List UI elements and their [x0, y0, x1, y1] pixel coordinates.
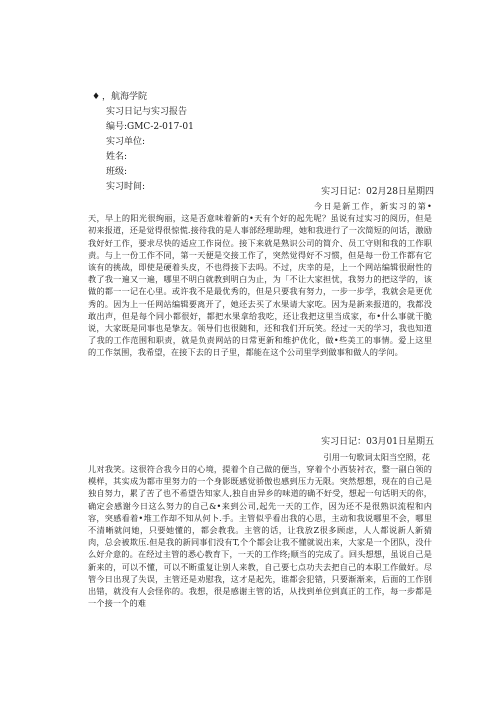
report-header	[92, 90, 392, 195]
report-code: 编号:GMC-2-017-01	[106, 122, 194, 132]
entry-date-2: 实习日记：03月01日星期五	[321, 437, 434, 447]
entry-date-1: 实习日记：02月28日星期四	[321, 187, 434, 197]
report-title: 实习日记与实习报告	[106, 107, 188, 117]
school-name: ，航海学院	[102, 92, 148, 102]
name-label: 姓名:	[106, 152, 128, 162]
entry-text-1: 今日是新工作，新实习的第•天，早上的阳光很绚丽，这是否意味着新的•天有个好的起先呢？虽说有过实习的阅历，但是初来报道，还是觉得很惊慌.接待我的是人事部经理助理，她和我进行了一次简短的问话，激励我好好工作，要求尽快的适应工作岗位。接下来就是熟识公司的简介、员工守则和我的工作职责。与上一份工作不同，第一天便是交接工作了，突然觉得好不习惯，但是每一份工作都有它该有的挑战，即使是硬着头皮，不也得接下去吗。不过，庆幸的是，上一个网站编辑很耐性的教了我一遍又一遍，哪里不明白就教到明白为止，为「不让大家担忧，我努力的把这学的，该做的都一一记在心里。或许我不是最优秀的，但是只要我有努力，一步一步学，我就会是更优秀的。因为上一任网站编辑要离开了，她还去买了水果请大家吃。因为是新来报道的，我都没敢出声，但是每个同小都很好，都把水果拿给我吃，还让我把这里当成家，布•什么事就干脆说，大家既是同事也是挚友。领导们也很随和，还和我们开玩笑。经过一天的学习，我也知道了我的工作范围和职责，就是负责网站的日常更新和维护优化，做•些美工的事情。爱上这里的工作氛围，我希望，在接下去的日子里，都能在这个公司里学到做事和做人的学问。	[88, 201, 432, 358]
internship-unit-label: 实习单位:	[106, 137, 146, 147]
class-label: 班级:	[106, 167, 128, 177]
diamond-bullet-icon: ♦	[92, 92, 101, 102]
entry-text-2: 儿对我笑。这很符合我今日的心境，提着个自己做的便当，穿着个小西装衬衣，整一副白领的模样，其实成为都市里努力的一个身影既感觉骄傲也感到压力无限。突然想想，现在的自己是独自努力，累了苦了也不希望告知家人,独自由异乡的味道的确不好受，想起一句话明天的你，确定会感谢今日这么努力的自己&•来到公司,起先一天的工作，因为还不是很熟识流程和内容，突感看着•堆工作却不知从何卜.手。主管似乎看出我的心思，主动和我说哪里不会，哪里不清晰就问她，只要她懂的，都会教我。主管的话，让我放Z很多顾虑，人人都说新人新猜肉，总会被欺压.但是我的新同事们没有T,个个都会让我不懂就说出来，大家是一个团队，没什么好介意的。在经过主管的悉心教育下，一天的工作终;顺当的完成了。回头想想，虽说自己是新来的，可以不懂，可以不断重复让别人来教，自己要七点功夫去把自己的本职工作做好。尽管今日出现了失误，主管还是劝慰我，这才是起先，谁都会犯错，只要渐渐来，后面的工作别出错，就没有人会怪你的。我想，很是感谢主管的话，从找到单位到真正的工作，每一步都是一个接一个的难	[88, 464, 432, 609]
school-line	[92, 90, 392, 105]
internship-time-label: 实习时间:	[106, 182, 146, 192]
entry-quote-2: 引用一句歌词太阳当空照，花	[323, 452, 430, 462]
